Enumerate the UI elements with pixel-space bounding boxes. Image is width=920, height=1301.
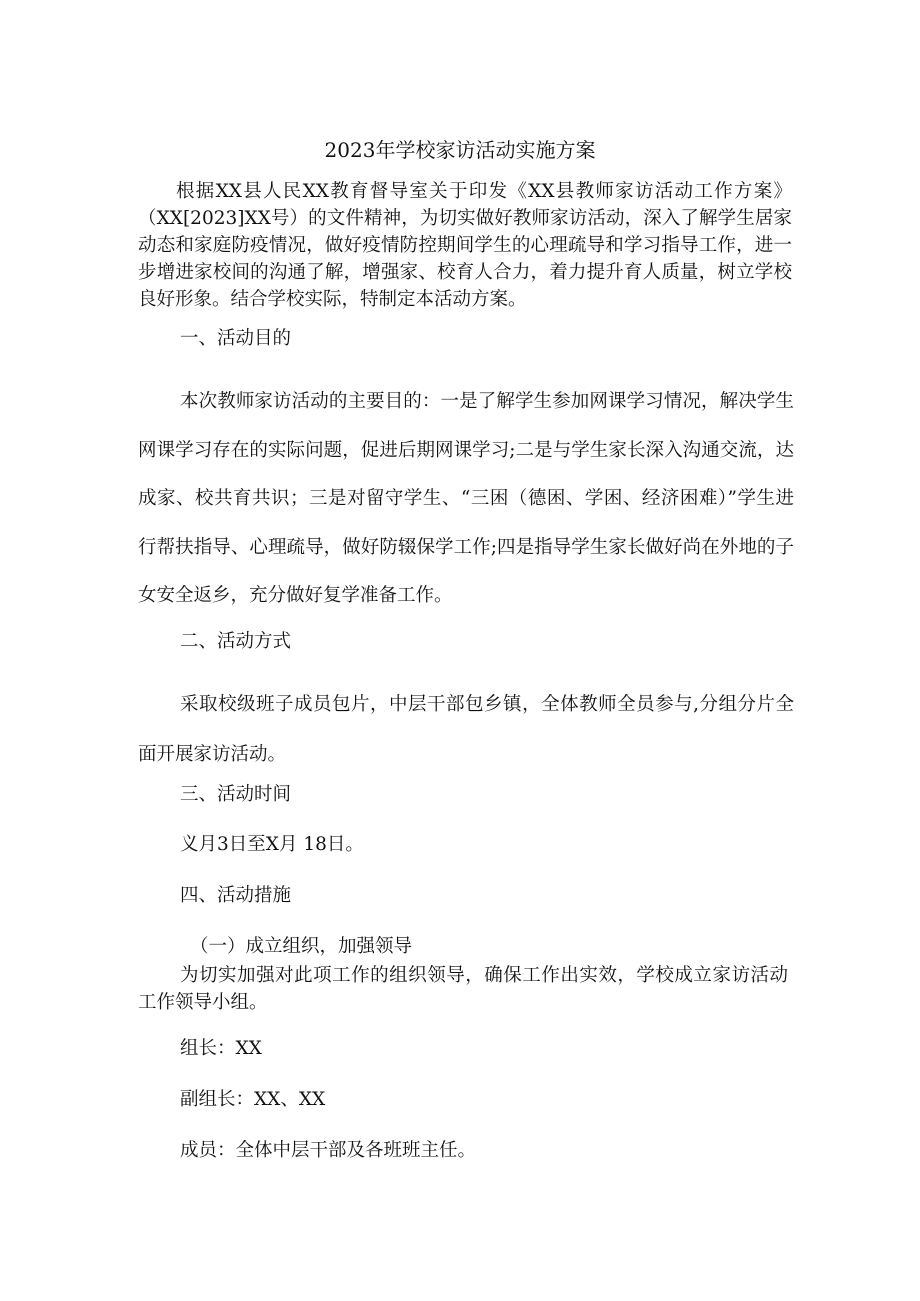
sub-heading-organization: （一）成立组织，加强领导 xyxy=(190,936,413,957)
section-heading-method: 二、活动方式 xyxy=(180,631,292,652)
member-staff: 成员：全体中层干部及各班班主任。 xyxy=(180,1140,477,1161)
section-heading-measures: 四、活动措施 xyxy=(180,885,292,906)
member-leader: 组长：XX xyxy=(180,1038,262,1059)
time-paragraph: 义月3日至X月 18日。 xyxy=(180,834,364,855)
section-heading-purpose: 一、活动目的 xyxy=(180,328,292,349)
intro-paragraph: 根据XX县人民XX教育督导室关于印发《XX县教师家访活动工作方案》（XX[2023]XX号）的文件精神，为切实做好教师家访活动，深入了解学生居家动态和家庭防疫情况，做好疫情防控期间学生的心理疏导和学习指导工作，进一步增进家校间的沟通了解，增强家、校育人合力，着力提升育人质量，树立学校良好形象。结合学校实际，特制定本活动方案。 xyxy=(138,181,792,310)
document-title: 2023年学校家访活动实施方案 xyxy=(324,138,596,163)
method-paragraph: 采取校级班子成员包片，中层干部包乡镇，全体教师全员参与,分组分片全面开展家访活动。 xyxy=(138,694,794,765)
purpose-paragraph: 本次教师家访活动的主要目的：一是了解学生参加网课学习情况，解决学生网课学习存在的实际问题，促进后期网课学习;二是与学生家长深入沟通交流，达成家、校共育共识；三是对留守学生、“三困（德困、学困、经济困难）”学生进行帮扶指导、心理疏导，做好防辍保学工作;四是指导学生家长做好尚在外地的子女安全返乡，充分做好复学准备工作。 xyxy=(138,391,794,606)
member-deputy: 副组长：XX、XX xyxy=(180,1089,326,1110)
organization-paragraph: 为切实加强对此项工作的组织领导，确保工作出实效，学校成立家访活动工作领导小组。 xyxy=(138,965,788,1013)
section-heading-time: 三、活动时间 xyxy=(180,784,292,805)
